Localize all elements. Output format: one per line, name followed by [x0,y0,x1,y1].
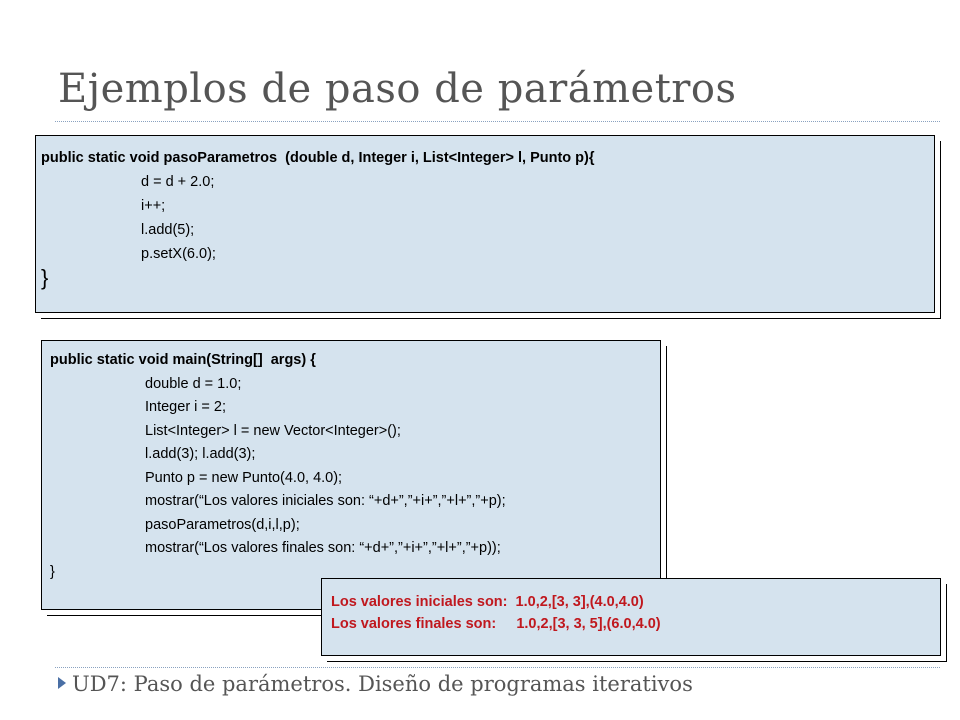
main-signature: public static void main(String[] args) { [50,352,316,368]
code-line: Punto p = new Punto(4.0, 4.0); [145,469,343,486]
output-initial-values: Los valores iniciales son: 1.0,2,[3, 3],(4.0,4.0) [331,594,644,610]
code-line: l.add(3); l.add(3); [145,446,256,462]
code-line: l.add(5); [141,222,195,238]
closing-brace: } [50,563,55,580]
slide-title: Ejemplos de paso de parámetros [58,66,737,112]
footer [58,672,693,696]
footer-text: UD7: Paso de parámetros. Diseño de programas iterativos [72,672,693,696]
main-code-box [41,340,661,610]
code-line: p.setX(6.0); [141,246,216,262]
bullet-arrow-icon [58,677,66,689]
code-line: i++; [141,198,166,214]
output-final-values: Los valores finales son: 1.0,2,[3, 3, 5],(6.0,4.0) [331,616,661,632]
code-line: Integer i = 2; [145,399,227,415]
code-line: d = d + 2.0; [141,174,215,190]
output-box [321,578,941,656]
footer-divider [55,667,940,668]
title-divider [55,121,940,122]
closing-brace: } [41,265,49,290]
code-line: double d = 1.0; [145,375,242,392]
method-signature: public static void pasoParametros (double d, Integer i, List<Integer> l, Punto p){ [41,150,595,166]
code-line: pasoParametros(d,i,l,p); [145,516,300,533]
code-line: mostrar(“Los valores iniciales son: “+d+”,”+i+”,”+l+”,”+p); [145,493,506,509]
code-line: mostrar(“Los valores finales son: “+d+”,”+i+”,”+l+”,”+p)); [145,540,501,556]
method-code-box [35,135,935,313]
code-line: List<Integer> l = new Vector<Integer>(); [145,422,401,439]
